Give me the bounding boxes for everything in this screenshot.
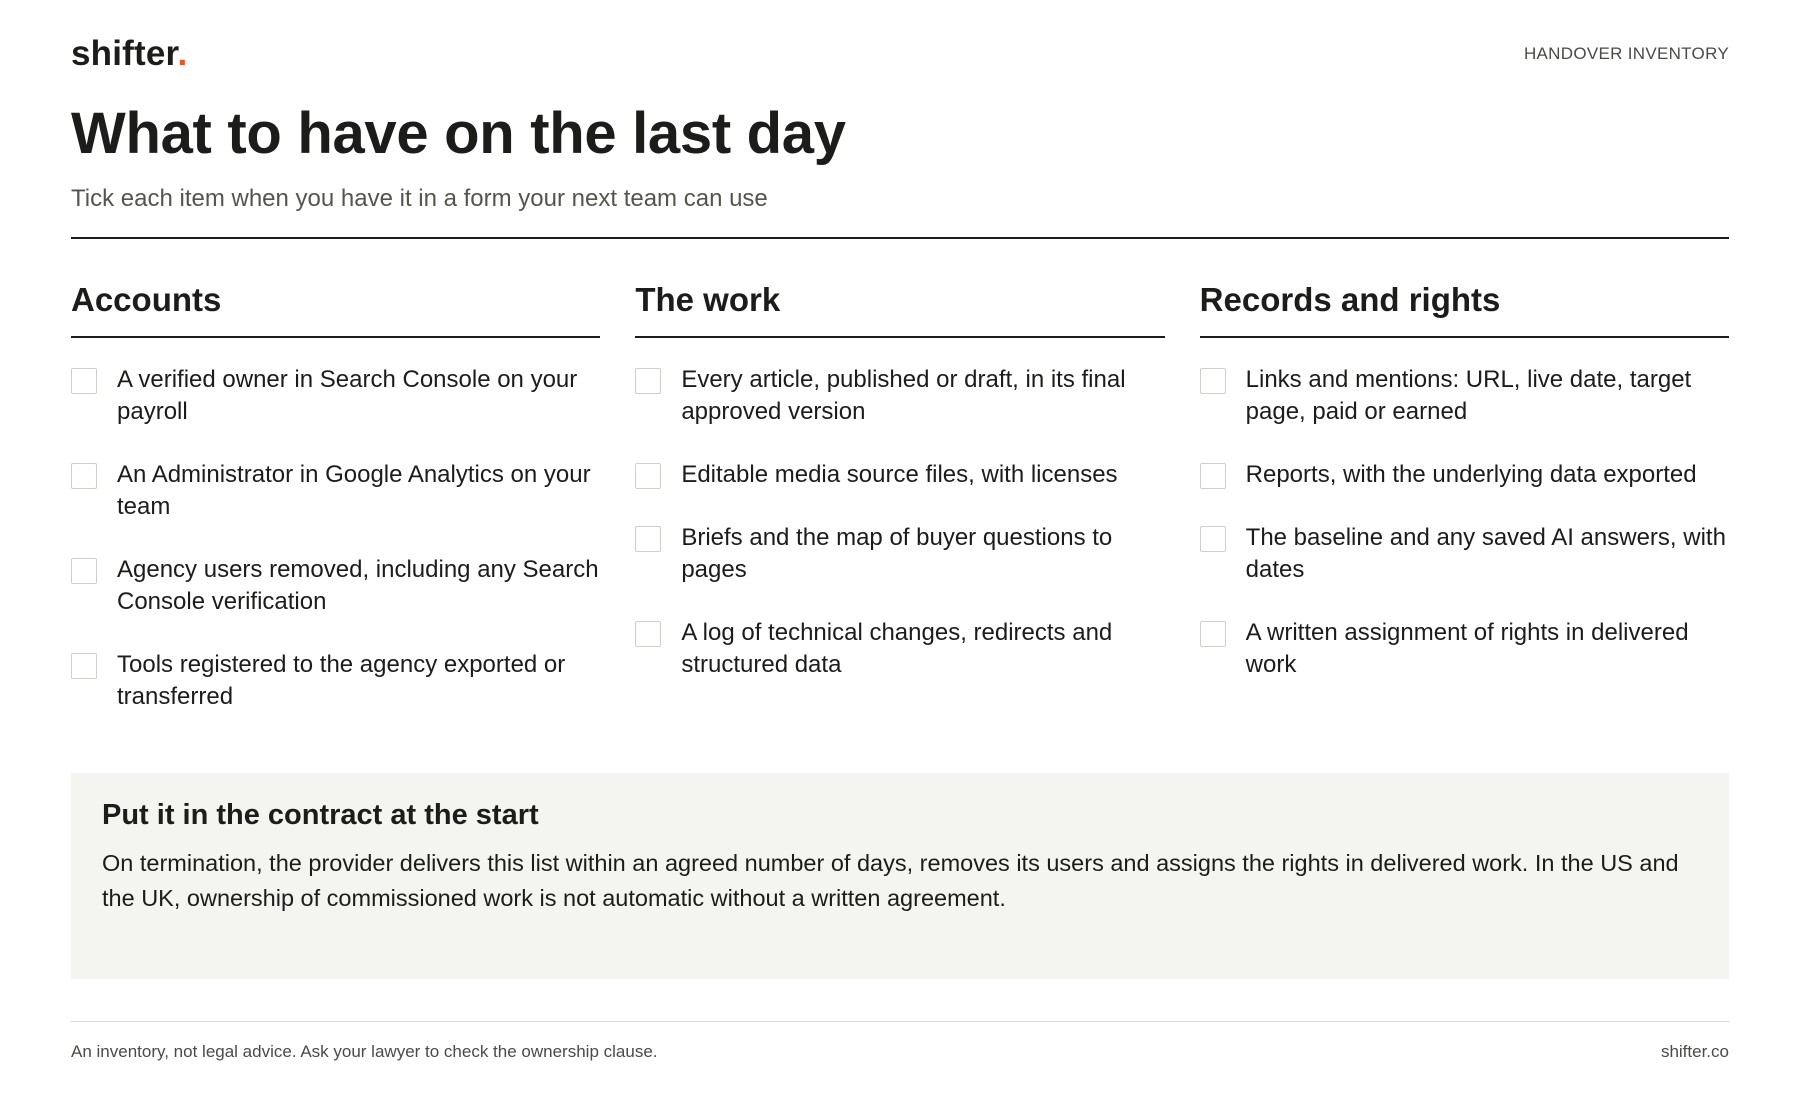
checkbox[interactable]: [1200, 621, 1226, 647]
checklist: [71, 338, 600, 713]
page-subtitle: Tick each item when you have it in a form your next team can use: [71, 184, 768, 212]
checkbox[interactable]: [635, 368, 661, 394]
checkbox[interactable]: [1200, 368, 1226, 394]
checkbox[interactable]: [635, 526, 661, 552]
column-the-work: [635, 281, 1164, 744]
checkbox[interactable]: [71, 463, 97, 489]
checklist-item-text: The baseline and any saved AI answers, with dates: [1245, 523, 1726, 583]
column-heading: The work: [635, 281, 1164, 338]
checkbox[interactable]: [1200, 526, 1226, 552]
checkbox[interactable]: [71, 653, 97, 679]
title-divider: [71, 237, 1729, 239]
checklist-item: [1200, 364, 1729, 428]
callout-title: Put it in the contract at the start: [102, 798, 539, 831]
logo-text: shifter: [71, 34, 178, 73]
footer-disclaimer: An inventory, not legal advice. Ask your lawyer to check the ownership clause.: [71, 1042, 658, 1061]
checklist-item: [635, 459, 1164, 491]
footer: [71, 1021, 1729, 1062]
column-heading: Records and rights: [1200, 281, 1729, 338]
checklist-item: [71, 649, 600, 713]
checklist-item-text: Links and mentions: URL, live date, target page, paid or earned: [1245, 365, 1692, 425]
page-title: What to have on the last day: [71, 101, 846, 166]
checklist-item-text: A written assignment of rights in delivered work: [1245, 618, 1689, 678]
checklist-item: [71, 554, 600, 618]
column-records-and-rights: [1200, 281, 1729, 744]
checkbox[interactable]: [635, 463, 661, 489]
document-label: HANDOVER INVENTORY: [1523, 44, 1729, 63]
checklist: [1200, 338, 1729, 681]
checklist-item-text: Every article, published or draft, in its final approved version: [681, 365, 1126, 425]
checklist: [635, 338, 1164, 681]
checkbox[interactable]: [71, 368, 97, 394]
checklist-item-text: An Administrator in Google Analytics on your team: [117, 460, 591, 520]
footer-site: shifter.co: [1660, 1042, 1729, 1061]
column-accounts: [71, 281, 600, 744]
checklist-item-text: A log of technical changes, redirects and structured data: [681, 618, 1113, 678]
checklist-item-text: A verified owner in Search Console on your payroll: [117, 365, 578, 425]
checklist-item-text: Tools registered to the agency exported or transferred: [117, 650, 566, 710]
checklist-item: [71, 459, 600, 523]
checklist-item: [635, 617, 1164, 681]
logo-dot: .: [177, 34, 188, 73]
checklist-item-text: Editable media source files, with licenses: [681, 460, 1118, 488]
top-bar: [71, 0, 1729, 74]
checkbox[interactable]: [71, 558, 97, 584]
callout-body: On termination, the provider delivers this list within an agreed number of days, removes its users and assigns the rights in delivered work. In the US and the UK, ownership of commissioned work is not automatic without a written agreement.: [102, 849, 1679, 911]
checklist-item: [71, 364, 600, 428]
checklist-item-text: Reports, with the underlying data exported: [1245, 460, 1697, 488]
checkbox[interactable]: [635, 621, 661, 647]
logo: [71, 34, 187, 74]
checklist-item: [1200, 459, 1729, 491]
checklist-item: [635, 364, 1164, 428]
checklist-item-text: Briefs and the map of buyer questions to pages: [681, 523, 1113, 583]
checklist-item: [1200, 522, 1729, 586]
checkbox[interactable]: [1200, 463, 1226, 489]
checklist-columns: [71, 281, 1729, 744]
checklist-item: [1200, 617, 1729, 681]
checklist-item-text: Agency users removed, including any Search Console verification: [117, 555, 599, 615]
checklist-item: [635, 522, 1164, 586]
contract-callout: [71, 773, 1729, 979]
column-heading: Accounts: [71, 281, 600, 338]
